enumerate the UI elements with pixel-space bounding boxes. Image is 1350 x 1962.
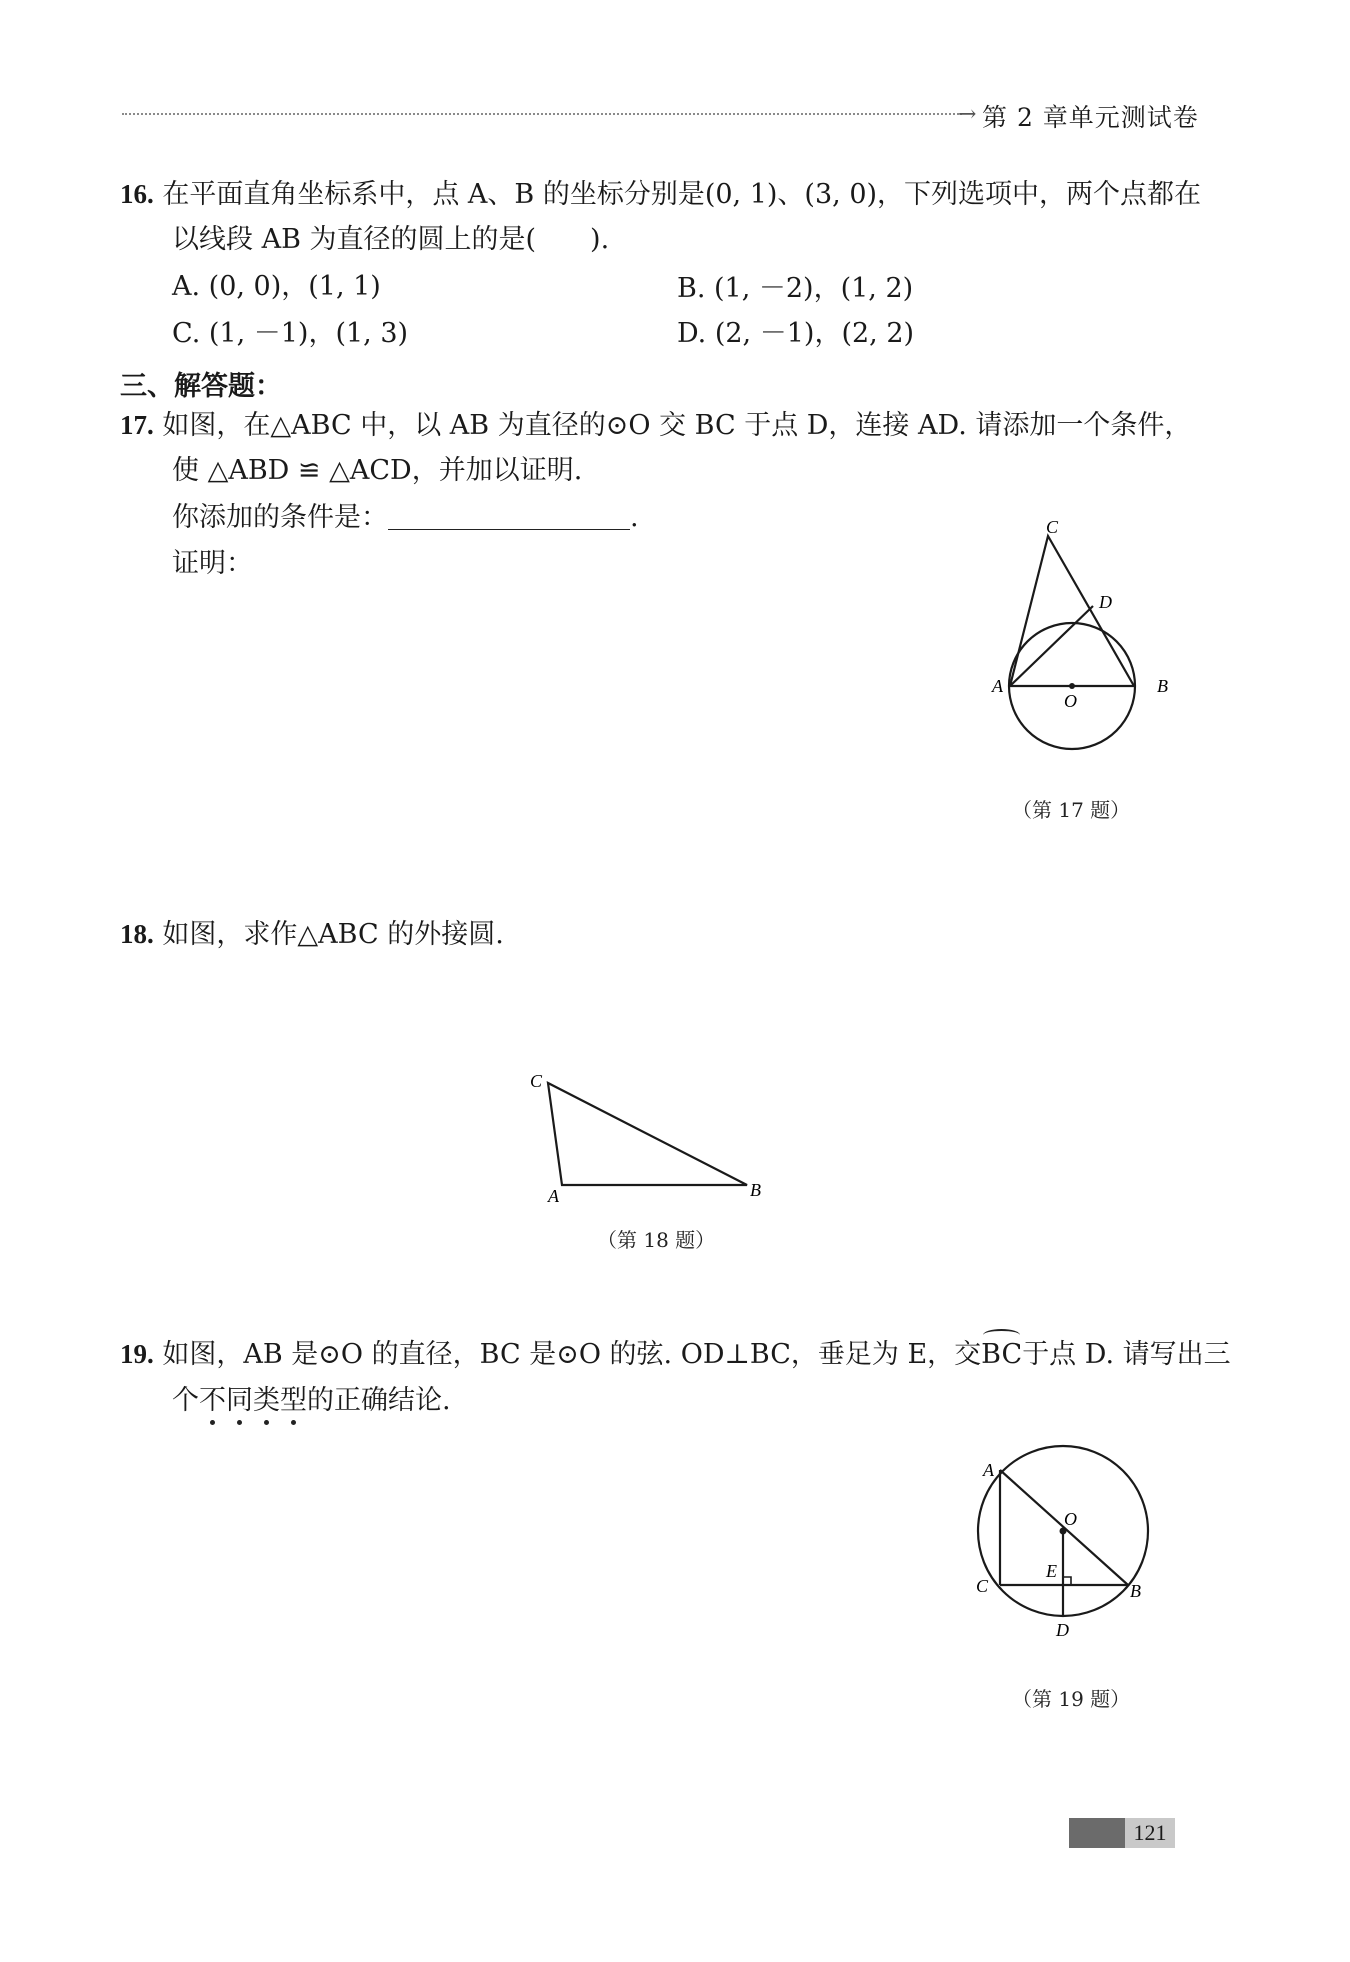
q17-label-d: D xyxy=(1099,592,1112,612)
q17-answer-blank[interactable] xyxy=(388,505,630,530)
q17-caption: （第 17 题） xyxy=(1012,798,1131,822)
q17-center-dot xyxy=(1069,683,1075,689)
q19-label-a: A xyxy=(983,1460,994,1480)
q19-label-d: D xyxy=(1056,1620,1069,1640)
q19-label-b: B xyxy=(1130,1581,1141,1601)
q19-label-c: C xyxy=(976,1576,989,1596)
header-dotted-rule xyxy=(122,113,962,115)
q16-option-c: C. (1, －1)，(1, 3) xyxy=(172,318,409,349)
q19-label-e: E xyxy=(1046,1561,1057,1581)
q18-line xyxy=(120,918,504,951)
q18-triangle-abc xyxy=(548,1083,747,1185)
q19-arc-bc: BC xyxy=(981,1339,1023,1370)
q19-line1 xyxy=(120,1338,1231,1371)
q17-number: 17. xyxy=(120,410,154,440)
q19-emphasis-char-2: 同 xyxy=(226,1385,253,1416)
q19-figure xyxy=(960,1440,1180,1640)
chapter-title: 第 2 章单元测试卷 xyxy=(982,103,1199,132)
q19-emphasis-char-3: 类 xyxy=(253,1385,280,1416)
q16-option-d: D. (2, －1)，(2, 2) xyxy=(677,318,915,349)
q19-stem-line1b: 于点 D. 请写出三 xyxy=(1022,1339,1231,1370)
q19-stem-line1a: 如图，AB 是⊙O 的直径，BC 是⊙O 的弦. OD⊥BC，垂足为 E，交 xyxy=(162,1339,982,1370)
q19-line2 xyxy=(172,1385,451,1417)
q17-triangle-abc xyxy=(1010,536,1134,686)
q16-line1 xyxy=(120,178,1201,211)
q18-caption: （第 18 题） xyxy=(597,1228,716,1252)
q19-label-o: O xyxy=(1064,1509,1077,1529)
q18-number: 18. xyxy=(120,919,154,949)
q18-label-c: C xyxy=(530,1071,543,1091)
q17-period: . xyxy=(630,502,639,533)
q16-option-a: A. (0, 0)，(1, 1) xyxy=(172,271,381,302)
q16-stem-line2: 以线段 AB 为直径的圆上的是( ). xyxy=(172,224,610,255)
q19-stem-line2-post: 的正确结论. xyxy=(307,1385,451,1416)
q17-condition-row xyxy=(172,502,639,534)
page-number: 121 xyxy=(1125,1818,1175,1848)
header-arrow-icon: → xyxy=(958,102,977,127)
q17-label-a: A xyxy=(992,676,1003,696)
q16-number: 16. xyxy=(120,179,154,209)
q17-condition-label: 你添加的条件是： xyxy=(172,502,388,533)
q19-caption: （第 19 题） xyxy=(1012,1687,1131,1711)
q17-label-c: C xyxy=(1046,517,1059,537)
q18-figure xyxy=(520,1065,770,1205)
q17-proof-label: 证明： xyxy=(172,548,253,579)
q19-emphasis-char-1: 不 xyxy=(199,1385,226,1416)
q17-label-o: O xyxy=(1064,691,1077,711)
q16-option-b: B. (1, －2)，(1, 2) xyxy=(677,273,914,304)
q19-stem-line2-pre: 个 xyxy=(172,1385,199,1416)
q18-label-b: B xyxy=(750,1180,761,1200)
q17-figure xyxy=(970,515,1180,775)
q19-right-angle-mark xyxy=(1063,1577,1071,1585)
section-title: 三、解答题： xyxy=(120,371,282,402)
q19-emphasis-char-4: 型 xyxy=(280,1385,307,1416)
q17-label-b: B xyxy=(1157,676,1168,696)
q18-label-a: A xyxy=(548,1186,559,1205)
q19-number: 19. xyxy=(120,1339,154,1369)
q16-stem-line1: 在平面直角坐标系中，点 A、B 的坐标分别是(0, 1)、(3, 0)，下列选项中，两个点都在 xyxy=(162,179,1202,210)
q17-stem-line2: 使 △ABD ≌ △ACD，并加以证明. xyxy=(172,455,583,486)
q17-line1 xyxy=(120,409,1191,442)
q18-stem: 如图，求作△ABC 的外接圆. xyxy=(162,919,504,950)
q17-stem-line1: 如图，在△ABC 中，以 AB 为直径的⊙O 交 BC 于点 D，连接 AD. 请添加一个条件， xyxy=(162,410,1192,441)
